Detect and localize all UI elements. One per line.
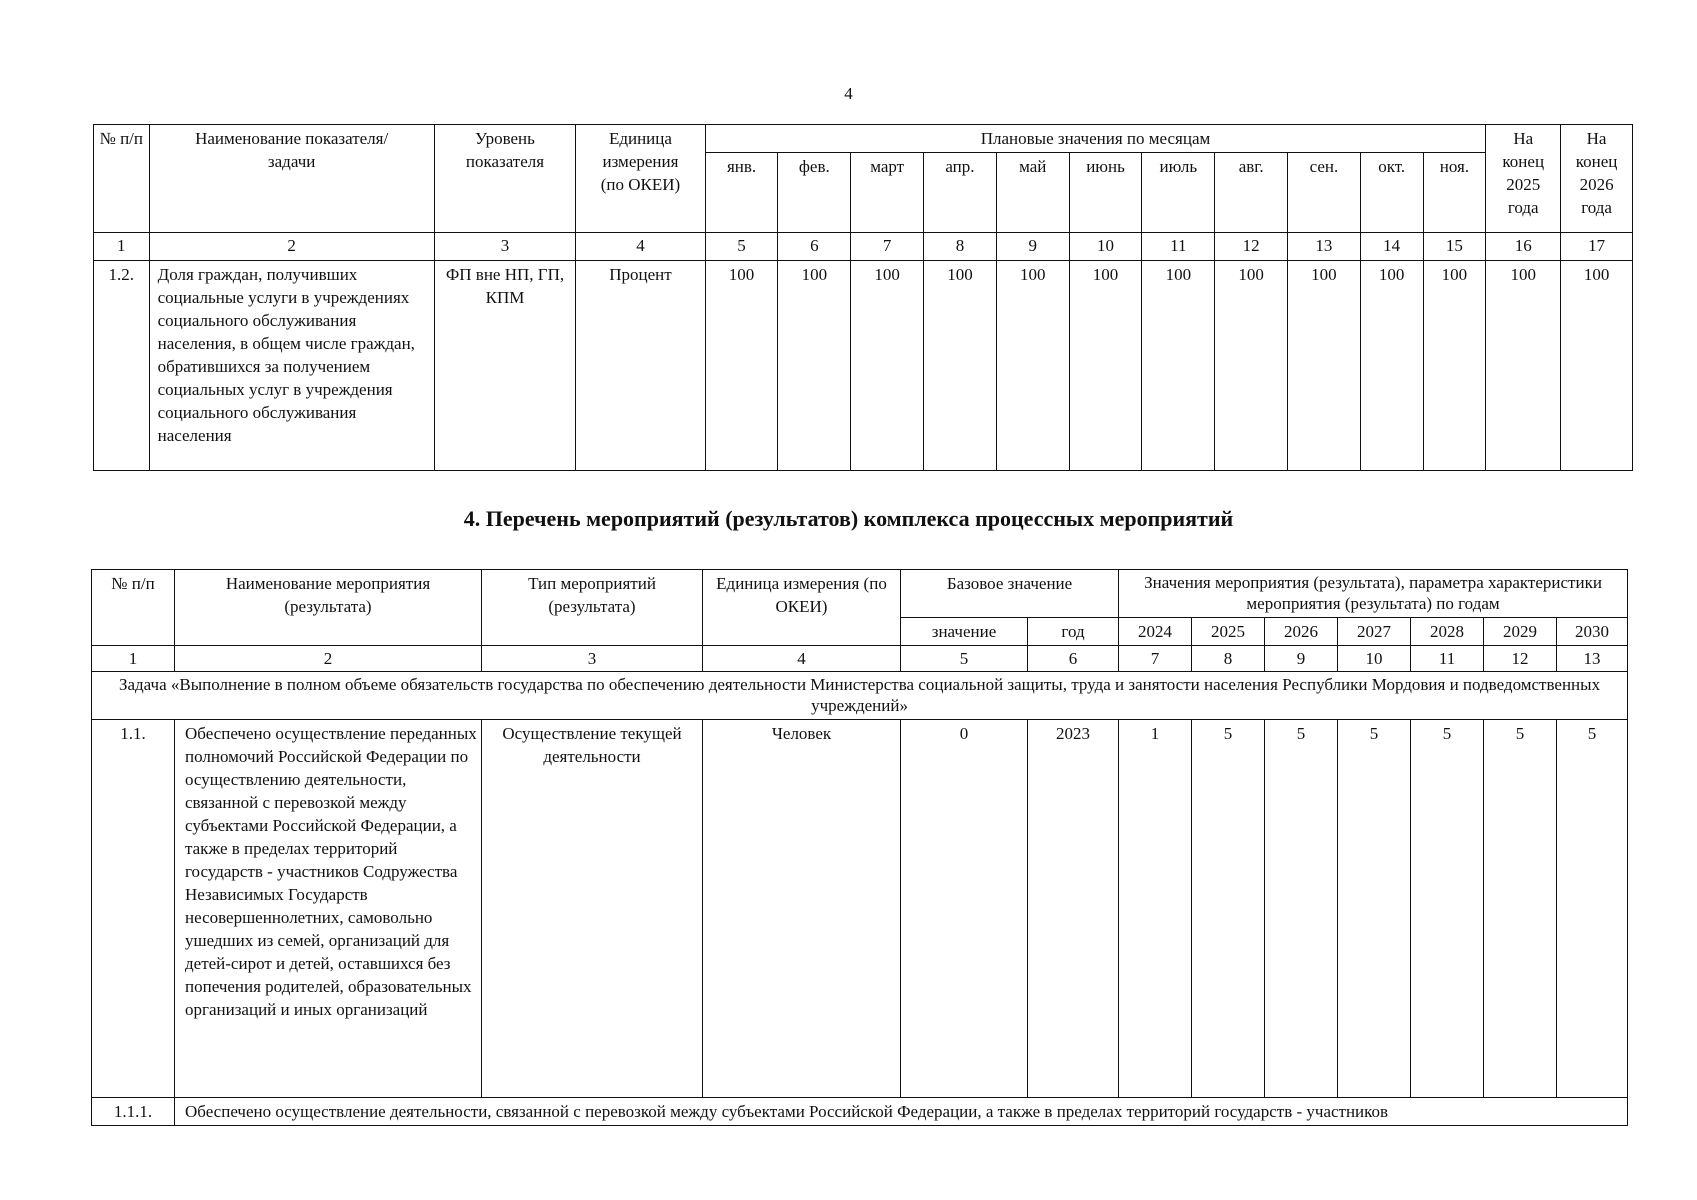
header-unit: Единица измерения (по ОКЕИ) <box>703 570 901 646</box>
column-index: 2 <box>175 646 482 672</box>
column-index: 13 <box>1288 233 1361 261</box>
month-header: ноя. <box>1423 153 1486 233</box>
month-header: май <box>996 153 1069 233</box>
month-header: апр. <box>924 153 997 233</box>
column-index: 7 <box>851 233 924 261</box>
year-value: 5 <box>1557 720 1628 1098</box>
month-header: фев. <box>778 153 851 233</box>
year-header: 2024 <box>1119 618 1192 646</box>
year-value: 1 <box>1119 720 1192 1098</box>
task-row: Задача «Выполнение в полном объеме обязательств государства по обеспечению деятельности Министерства социальной защиты, труда и занятости населения Республики Мордовия и подведомственных учреждений» <box>92 672 1628 720</box>
year-value: 5 <box>1338 720 1411 1098</box>
year-header: 2029 <box>1484 618 1557 646</box>
column-index: 8 <box>924 233 997 261</box>
page-number: 4 <box>844 84 853 103</box>
column-index: 6 <box>778 233 851 261</box>
activity-type: Осуществление текущей деятельности <box>482 720 703 1098</box>
month-header: март <box>851 153 924 233</box>
plan-value: 100 <box>1561 261 1633 471</box>
month-header: июнь <box>1069 153 1142 233</box>
plan-value: 100 <box>851 261 924 471</box>
row-num: 1.1. <box>92 720 175 1098</box>
column-index: 2 <box>149 233 434 261</box>
plan-value: 100 <box>924 261 997 471</box>
header-months-group: Плановые значения по месяцам <box>705 125 1486 153</box>
year-value: 5 <box>1411 720 1484 1098</box>
plan-value: 100 <box>778 261 851 471</box>
month-header: июль <box>1142 153 1215 233</box>
column-index: 15 <box>1423 233 1486 261</box>
header-num: № п/п <box>92 570 175 646</box>
indicator-name: Доля граждан, получивших социальные услуги в учреждениях социального обслуживания населения, в общем числе граждан, обратившихся за получением социальных услуг в учреждения социального обслуживания населения <box>149 261 434 471</box>
year-value: 5 <box>1192 720 1265 1098</box>
header-level: Уровень показателя <box>434 125 576 233</box>
month-header: сен. <box>1288 153 1361 233</box>
year-header: 2030 <box>1557 618 1628 646</box>
month-header: янв. <box>705 153 778 233</box>
column-index: 6 <box>1028 646 1119 672</box>
month-header: авг. <box>1215 153 1288 233</box>
column-index: 9 <box>1265 646 1338 672</box>
column-index: 10 <box>1069 233 1142 261</box>
column-index: 10 <box>1338 646 1411 672</box>
base-value: 0 <box>901 720 1028 1098</box>
year-value: 5 <box>1265 720 1338 1098</box>
header-end-2025: На конец 2025 года <box>1486 125 1561 233</box>
column-index: 17 <box>1561 233 1633 261</box>
plan-value: 100 <box>1142 261 1215 471</box>
row-num: 1.2. <box>94 261 150 471</box>
column-index: 3 <box>434 233 576 261</box>
plan-value: 100 <box>1215 261 1288 471</box>
header-values-group: Значения мероприятия (результата), параметра характеристики мероприятия (результата) по годам <box>1119 570 1628 618</box>
column-index: 11 <box>1411 646 1484 672</box>
row-num: 1.1.1. <box>92 1098 175 1126</box>
column-index: 3 <box>482 646 703 672</box>
header-end-2026: На конец 2026 года <box>1561 125 1633 233</box>
header-num: № п/п <box>94 125 150 233</box>
plan-value: 100 <box>1423 261 1486 471</box>
header-unit: Единица измерения (по ОКЕИ) <box>576 125 705 233</box>
plan-value: 100 <box>1486 261 1561 471</box>
activities-table <box>91 569 1628 1126</box>
sub-activity-text: Обеспечено осуществление деятельности, связанной с перевозкой между субъектами Российской Федерации, а также в пределах территорий государств - участников <box>175 1098 1628 1126</box>
section-title: 4. Перечень мероприятий (результатов) комплекса процессных мероприятий <box>463 506 1234 531</box>
column-index: 5 <box>705 233 778 261</box>
plan-value: 100 <box>1288 261 1361 471</box>
year-header: 2027 <box>1338 618 1411 646</box>
activity-unit: Человек <box>703 720 901 1098</box>
activity-name: Обеспечено осуществление переданных полномочий Российской Федерации по осуществлению деятельности, связанной с перевозкой между субъектами Российской Федерации, а также в пределах территорий государств - участников Содружества Независимых Государств несовершеннолетних, самовольно ушедших из семей, организаций для детей-сирот и детей, оставшихся без попечения родителей, образовательных организаций и иных организаций <box>175 720 482 1098</box>
header-name: Наименование показателя/ задачи <box>149 125 434 233</box>
header-base-group: Базовое значение <box>901 570 1119 618</box>
plan-value: 100 <box>996 261 1069 471</box>
column-index: 4 <box>703 646 901 672</box>
column-index: 9 <box>996 233 1069 261</box>
year-header: 2028 <box>1411 618 1484 646</box>
column-index: 8 <box>1192 646 1265 672</box>
column-index: 7 <box>1119 646 1192 672</box>
plan-value: 100 <box>1069 261 1142 471</box>
indicators-table <box>93 124 1633 471</box>
column-index: 5 <box>901 646 1028 672</box>
column-index: 4 <box>576 233 705 261</box>
year-header: 2025 <box>1192 618 1265 646</box>
year-header: 2026 <box>1265 618 1338 646</box>
plan-value: 100 <box>1360 261 1423 471</box>
indicator-level: ФП вне НП, ГП, КПМ <box>434 261 576 471</box>
header-base-value: значение <box>901 618 1028 646</box>
year-value: 5 <box>1484 720 1557 1098</box>
column-index: 16 <box>1486 233 1561 261</box>
column-index: 12 <box>1484 646 1557 672</box>
header-type: Тип мероприятий (результата) <box>482 570 703 646</box>
column-index: 11 <box>1142 233 1215 261</box>
column-index: 12 <box>1215 233 1288 261</box>
month-header: окт. <box>1360 153 1423 233</box>
header-name: Наименование мероприятия (результата) <box>175 570 482 646</box>
column-index: 13 <box>1557 646 1628 672</box>
plan-value: 100 <box>705 261 778 471</box>
base-year: 2023 <box>1028 720 1119 1098</box>
column-index: 1 <box>92 646 175 672</box>
column-index: 1 <box>94 233 150 261</box>
indicator-unit: Процент <box>576 261 705 471</box>
header-base-year: год <box>1028 618 1119 646</box>
column-index: 14 <box>1360 233 1423 261</box>
